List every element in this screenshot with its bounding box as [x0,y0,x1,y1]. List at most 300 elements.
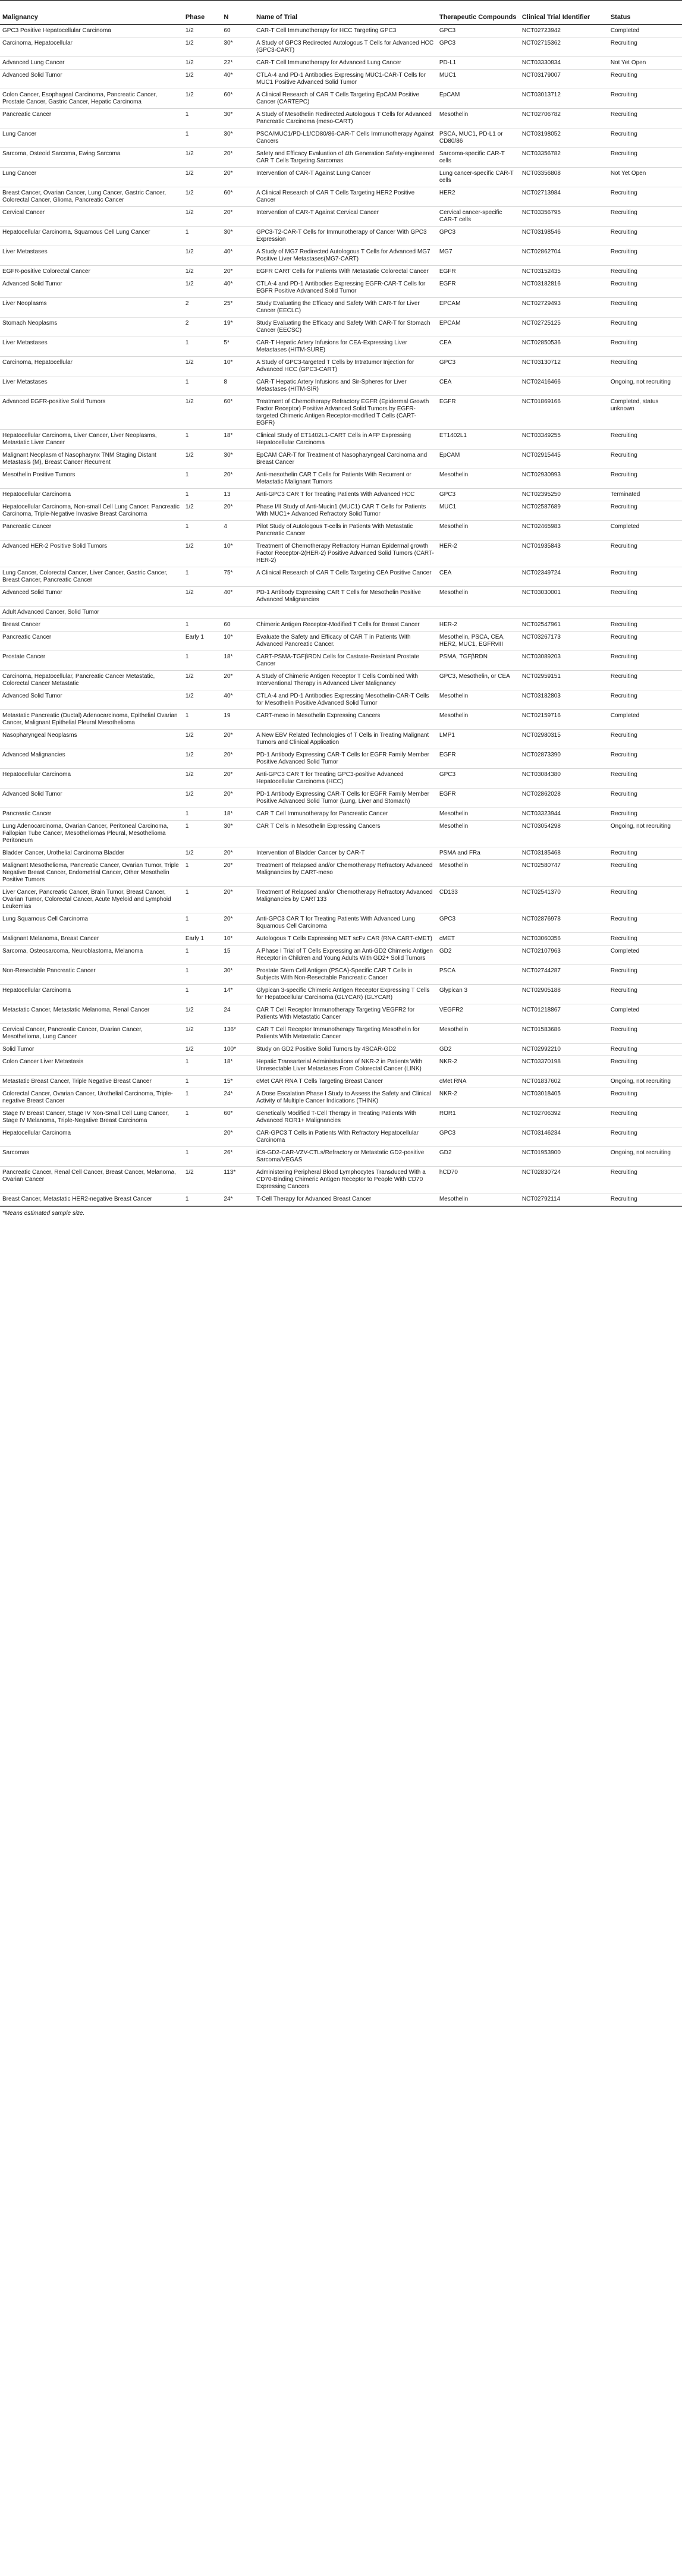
table-row [0,887,682,913]
malignancy-cell: Cervical Cancer [0,207,183,227]
identifier-cell: NCT01837602 [520,1076,608,1088]
identifier-cell: NCT02862704 [520,246,608,266]
trial-name-cell: Phase I/II Study of Anti-Mucin1 (MUC1) CAR T Cells for Patients With MUC1+ Advanced Refractory Solid Tumor [254,501,437,521]
malignancy-cell: Advanced Solid Tumor [0,70,183,89]
identifier-cell: NCT01869166 [520,396,608,430]
malignancy-cell: Liver Metastases [0,246,183,266]
status-cell: Completed [608,945,682,965]
table-row [0,70,682,89]
malignancy-cell: Hepatocellular Carcinoma, Liver Cancer, Liver Neoplasms, Metastatic Liver Cancer [0,430,183,450]
identifier-cell: NCT02587689 [520,501,608,521]
malignancy-cell: Non-Resectable Pancreatic Cancer [0,965,183,985]
phase-cell: 1/2 [183,671,222,690]
malignancy-cell: GPC3 Positive Hepatocellular Carcinoma [0,25,183,37]
compounds-cell: Mesothelin [437,860,520,887]
table-row [0,945,682,965]
phase-cell: 1/2 [183,207,222,227]
compounds-cell: EpCAM [437,450,520,469]
phase-cell: 1/2 [183,57,222,70]
phase-cell: 1/2 [183,1024,222,1044]
n-cell: 20* [221,168,254,187]
phase-cell: 1/2 [183,1044,222,1056]
status-cell: Completed, status unknown [608,396,682,430]
phase-cell: 1/2 [183,788,222,808]
phase-cell: 1 [183,1193,222,1206]
phase-cell: 1/2 [183,587,222,607]
compounds-cell: cMet RNA [437,1076,520,1088]
clinical-trials-table [0,0,682,1206]
trial-name-cell: cMet CAR RNA T Cells Targeting Breast Cancer [254,1076,437,1088]
phase-cell: 1 [183,651,222,671]
compounds-cell: MUC1 [437,70,520,89]
table-row [0,1088,682,1108]
compounds-cell: Mesothelin [437,710,520,730]
table-row [0,1193,682,1206]
compounds-cell: CEA [437,337,520,357]
identifier-cell: NCT02959151 [520,671,608,690]
phase-cell: 1/2 [183,1004,222,1024]
table-row [0,1147,682,1167]
phase-cell: 1/2 [183,70,222,89]
identifier-cell: NCT03030001 [520,587,608,607]
compounds-cell: EpCAM [437,89,520,109]
n-cell: 75* [221,567,254,587]
malignancy-cell: Liver Cancer, Pancreatic Cancer, Brain Tumor, Breast Cancer, Ovarian Tumor, Colorectal Cancer, Acute Myeloid and Lymphoid Leukemias [0,887,183,913]
n-cell: 5* [221,337,254,357]
trial-name-cell: Intervention of CAR-T Against Lung Cancer [254,168,437,187]
table-row [0,1076,682,1088]
status-cell: Recruiting [608,207,682,227]
n-cell: 60 [221,25,254,37]
table-row [0,128,682,148]
trial-name-cell: Evaluate the Safety and Efficacy of CAR T in Patients With Advanced Pancreatic Cancer. [254,632,437,651]
phase-cell: 1 [183,337,222,357]
table-row [0,89,682,109]
status-cell: Recruiting [608,808,682,821]
n-cell: 60* [221,89,254,109]
trial-name-cell: CAR T Cell Immunotherapy for Pancreatic Cancer [254,808,437,821]
status-cell: Recruiting [608,913,682,933]
trial-name-cell: CAR-T Cell Immunotherapy for HCC Targeting GPC3 [254,25,437,37]
table-row [0,469,682,489]
compounds-cell: hCD70 [437,1167,520,1193]
table-row [0,298,682,318]
identifier-cell: NCT03130712 [520,357,608,376]
n-cell: 22* [221,57,254,70]
trial-name-cell: Autologous T Cells Expressing MET scFv CAR (RNA CART-cMET) [254,933,437,945]
phase-cell: 1 [183,109,222,128]
malignancy-cell: Lung Squamous Cell Carcinoma [0,913,183,933]
compounds-cell: EGFR [437,788,520,808]
trial-name-cell: CTLA-4 and PD-1 Antibodies Expressing Mesothelin-CAR-T Cells for Mesothelin Positive Advanced Solid Tumor [254,690,437,710]
malignancy-cell: Liver Metastases [0,337,183,357]
identifier-cell: NCT03349255 [520,430,608,450]
phase-cell: 1/2 [183,266,222,278]
trial-name-cell: A New EBV Related Technologies of T Cells in Treating Malignant Tumors and Clinical Application [254,730,437,749]
phase-cell: 1 [183,821,222,847]
trial-name-cell: Anti-GPC3 CAR T for Treating Patients With Advanced HCC [254,489,437,501]
n-cell: 113* [221,1167,254,1193]
n-cell: 30* [221,37,254,57]
n-cell: 60* [221,1108,254,1127]
identifier-cell: NCT03018405 [520,1088,608,1108]
trial-name-cell: A Phase I Trial of T Cells Expressing an Anti-GD2 Chimeric Antigen Receptor in Children and Young Adults With GD2+ Solid Tumors [254,945,437,965]
malignancy-cell: Sarcoma, Osteosarcoma, Neuroblastoma, Melanoma [0,945,183,965]
status-cell: Completed [608,521,682,541]
malignancy-cell: Malignant Neoplasm of Nasopharynx TNM Staging Distant Metastasis (M), Breast Cancer Recurrent [0,450,183,469]
table-row [0,266,682,278]
identifier-cell: NCT02715362 [520,37,608,57]
malignancy-cell: Advanced Solid Tumor [0,788,183,808]
n-cell: 20* [221,788,254,808]
compounds-cell: NKR-2 [437,1056,520,1076]
identifier-cell: NCT02980315 [520,730,608,749]
compounds-cell: Mesothelin [437,109,520,128]
phase-cell: 1 [183,1088,222,1108]
phase-cell: 1/2 [183,396,222,430]
status-cell: Recruiting [608,70,682,89]
trial-name-cell: Study on GD2 Positive Solid Tumors by 4SCAR-GD2 [254,1044,437,1056]
phase-cell: 1 [183,985,222,1004]
status-cell: Recruiting [608,632,682,651]
status-cell: Ongoing, not recruiting [608,376,682,396]
identifier-cell: NCT02416466 [520,376,608,396]
identifier-cell: NCT02792114 [520,1193,608,1206]
status-cell: Recruiting [608,541,682,567]
compounds-cell: PSCA [437,965,520,985]
malignancy-cell: Liver Neoplasms [0,298,183,318]
phase-cell: 1/2 [183,501,222,521]
phase-cell: 1/2 [183,847,222,860]
compounds-cell: Mesothelin [437,1193,520,1206]
identifier-cell: NCT02107963 [520,945,608,965]
phase-cell: 2 [183,318,222,337]
table-row [0,501,682,521]
malignancy-cell: Stage IV Breast Cancer, Stage IV Non-Small Cell Lung Cancer, Stage IV Melanoma, Triple-Negative Breast Carcinoma [0,1108,183,1127]
identifier-cell: NCT02580747 [520,860,608,887]
trial-name-cell: Anti-GPC3 CAR T for Treating Patients With Advanced Lung Squamous Cell Carcinoma [254,913,437,933]
phase-cell: 1 [183,965,222,985]
phase-cell: 1/2 [183,357,222,376]
status-cell: Recruiting [608,1088,682,1108]
n-cell: 40* [221,690,254,710]
identifier-cell: NCT03146234 [520,1127,608,1147]
trial-name-cell: Safety and Efficacy Evaluation of 4th Generation Safety-engineered CAR T Cells Targeting Sarcomas [254,148,437,168]
table-row [0,187,682,207]
compounds-cell: PSCA, MUC1, PD-L1 or CD80/86 [437,128,520,148]
identifier-cell: NCT03198546 [520,227,608,246]
malignancy-cell: Pancreatic Cancer, Renal Cell Cancer, Breast Cancer, Melanoma, Ovarian Cancer [0,1167,183,1193]
compounds-cell: EPCAM [437,318,520,337]
trial-name-cell: CAR-T Hepatic Artery Infusions and Sir-Spheres for Liver Metastases (HITM-SIR) [254,376,437,396]
compounds-cell: CEA [437,567,520,587]
compounds-cell: Mesothelin [437,690,520,710]
n-cell: 20* [221,148,254,168]
n-cell: 24 [221,1004,254,1024]
status-cell: Ongoing, not recruiting [608,1076,682,1088]
malignancy-cell: Sarcomas [0,1147,183,1167]
table-row [0,985,682,1004]
table-row [0,37,682,57]
status-cell: Recruiting [608,430,682,450]
malignancy-cell: Colorectal Cancer, Ovarian Cancer, Urothelial Carcinoma, Triple-negative Breast Cancer [0,1088,183,1108]
phase-cell: 1/2 [183,769,222,788]
phase-cell: 1 [183,430,222,450]
compounds-cell: GD2 [437,945,520,965]
table-row [0,710,682,730]
phase-cell: 1 [183,913,222,933]
malignancy-cell: Breast Cancer, Metastatic HER2-negative Breast Cancer [0,1193,183,1206]
table-row [0,965,682,985]
n-cell: 15* [221,1076,254,1088]
malignancy-cell: EGFR-positive Colorectal Cancer [0,266,183,278]
identifier-cell: NCT01953900 [520,1147,608,1167]
trial-name-cell: Genetically Modified T-Cell Therapy in Treating Patients With Advanced ROR1+ Malignancies [254,1108,437,1127]
compounds-cell: Mesothelin [437,821,520,847]
n-cell: 100* [221,1044,254,1056]
status-cell: Terminated [608,489,682,501]
phase-cell: 1/2 [183,690,222,710]
malignancy-cell: Solid Tumor [0,1044,183,1056]
malignancy-cell: Colon Cancer, Esophageal Carcinoma, Pancreatic Cancer, Prostate Cancer, Gastric Cancer, Hepatic Carcinoma [0,89,183,109]
status-cell: Recruiting [608,788,682,808]
table-row [0,607,682,619]
table-row [0,1108,682,1127]
malignancy-cell: Hepatocellular Carcinoma, Non-small Cell Lung Cancer, Pancreatic Carcinoma, Triple-Negative Invasive Breast Carcinoma [0,501,183,521]
n-cell: 20* [221,207,254,227]
trial-name-cell: EpCAM CAR-T for Treatment of Nasopharyngeal Carcinoma and Breast Cancer [254,450,437,469]
status-cell [608,607,682,619]
trial-name-cell: Prostate Stem Cell Antigen (PSCA)-Specific CAR T Cells in Subjects With Non-Resectable Pancreatic Cancer [254,965,437,985]
n-cell: 20* [221,749,254,769]
n-cell: 30* [221,227,254,246]
status-cell: Recruiting [608,1193,682,1206]
compounds-cell [437,607,520,619]
identifier-cell: NCT02706392 [520,1108,608,1127]
status-cell: Ongoing, not recruiting [608,821,682,847]
footnote: *Means estimated sample size. [0,1206,682,1220]
status-cell: Recruiting [608,933,682,945]
compounds-cell: CD133 [437,887,520,913]
identifier-cell: NCT03330834 [520,57,608,70]
n-cell: 30* [221,821,254,847]
identifier-cell: NCT03179007 [520,70,608,89]
compounds-cell: GPC3 [437,913,520,933]
identifier-cell: NCT03060356 [520,933,608,945]
identifier-cell: NCT03054298 [520,821,608,847]
trial-name-cell: Treatment of Relapsed and/or Chemotherapy Refractory Advanced Malignancies by CART-meso [254,860,437,887]
malignancy-cell: Breast Cancer [0,619,183,632]
table-row [0,541,682,567]
status-cell: Recruiting [608,587,682,607]
identifier-cell: NCT02159716 [520,710,608,730]
trial-name-cell: Glypican 3-specific Chimeric Antigen Receptor Expressing T Cells for Hepatocellular Carcinoma (GLYCAR) (GLYCAR) [254,985,437,1004]
identifier-cell: NCT03185468 [520,847,608,860]
identifier-cell: NCT02930993 [520,469,608,489]
table-row [0,1024,682,1044]
compounds-cell: ROR1 [437,1108,520,1127]
n-cell: 20* [221,266,254,278]
table-header [0,1,682,25]
n-cell: 13 [221,489,254,501]
trial-name-cell: Treatment of Relapsed and/or Chemotherapy Refractory Advanced Malignancies by CART133 [254,887,437,913]
identifier-cell: NCT02992210 [520,1044,608,1056]
trial-name-cell: Intervention of CAR-T Against Cervical Cancer [254,207,437,227]
compounds-cell: HER2 [437,187,520,207]
compounds-cell: GPC3 [437,769,520,788]
phase-cell [183,1127,222,1147]
status-cell: Recruiting [608,450,682,469]
status-cell: Recruiting [608,318,682,337]
n-cell: 18* [221,430,254,450]
table-row [0,1044,682,1056]
compounds-cell: Mesothelin [437,808,520,821]
malignancy-cell: Advanced Lung Cancer [0,57,183,70]
status-cell: Recruiting [608,1108,682,1127]
table-row [0,430,682,450]
phase-cell: 1 [183,1147,222,1167]
trial-name-cell: CTLA-4 and PD-1 Antibodies Expressing EGFR-CAR-T Cells for EGFR Positive Advanced Solid Tumor [254,278,437,298]
identifier-cell: NCT02915445 [520,450,608,469]
n-cell: 20* [221,730,254,749]
status-cell: Completed [608,25,682,37]
phase-cell: 1/2 [183,749,222,769]
trial-name-cell: Anti-mesothelin CAR T Cells for Patients With Recurrent or Metastatic Malignant Tumors [254,469,437,489]
n-cell: 10* [221,357,254,376]
malignancy-cell: Advanced HER-2 Positive Solid Tumors [0,541,183,567]
trial-name-cell: PD-1 Antibody Expressing CAR T Cells for Mesothelin Positive Advanced Malignancies [254,587,437,607]
identifier-cell [520,607,608,619]
trial-name-cell: PD-1 Antibody Expressing CAR-T Cells for EGFR Family Member Positive Advanced Solid Tumor [254,749,437,769]
trial-name-cell: A Study of MG7 Redirected Autologous T Cells for Advanced MG7 Positive Liver Metastases(MG7-CART) [254,246,437,266]
compounds-cell: Mesothelin [437,469,520,489]
table-row [0,278,682,298]
compounds-cell: LMP1 [437,730,520,749]
trial-name-cell: A Clinical Research of CAR T Cells Targeting EpCAM Positive Cancer (CARTEPC) [254,89,437,109]
malignancy-cell: Pancreatic Cancer [0,521,183,541]
status-cell: Recruiting [608,690,682,710]
n-cell: 15 [221,945,254,965]
status-cell: Recruiting [608,749,682,769]
trial-name-cell: EGFR CART Cells for Patients With Metastatic Colorectal Cancer [254,266,437,278]
table-row [0,860,682,887]
status-cell: Recruiting [608,965,682,985]
n-cell: 40* [221,246,254,266]
malignancy-cell: Metastatic Pancreatic (Ductal) Adenocarcinoma, Epithelial Ovarian Cancer, Malignant Epithelial Pleural Mesothelioma [0,710,183,730]
status-cell: Recruiting [608,619,682,632]
malignancy-cell: Carcinoma, Hepatocellular, Pancreatic Cancer Metastatic, Colorectal Cancer Metastatic [0,671,183,690]
compounds-cell: Lung cancer-specific CAR-T cells [437,168,520,187]
status-cell: Completed [608,1004,682,1024]
identifier-cell: NCT03013712 [520,89,608,109]
malignancy-cell: Advanced Solid Tumor [0,587,183,607]
n-cell: 30* [221,109,254,128]
compounds-cell: EGFR [437,266,520,278]
n-cell: 18* [221,651,254,671]
phase-cell: 1 [183,1056,222,1076]
phase-cell: 1/2 [183,450,222,469]
compounds-cell: Glypican 3 [437,985,520,1004]
status-cell: Recruiting [608,1024,682,1044]
n-cell: 60* [221,187,254,207]
n-cell: 26* [221,1147,254,1167]
malignancy-cell: Advanced EGFR-positive Solid Tumors [0,396,183,430]
table-row [0,913,682,933]
n-cell: 24* [221,1088,254,1108]
compounds-cell: VEGFR2 [437,1004,520,1024]
header-status: Status [608,1,682,25]
n-cell: 20* [221,887,254,913]
compounds-cell: Mesothelin [437,587,520,607]
identifier-cell: NCT03182803 [520,690,608,710]
identifier-cell: NCT01935843 [520,541,608,567]
status-cell: Recruiting [608,847,682,860]
identifier-cell: NCT01218867 [520,1004,608,1024]
status-cell: Recruiting [608,37,682,57]
n-cell: 40* [221,587,254,607]
table-row [0,318,682,337]
malignancy-cell: Advanced Solid Tumor [0,690,183,710]
header-trial-name: Name of Trial [254,1,437,25]
identifier-cell: NCT02876978 [520,913,608,933]
n-cell: 20* [221,469,254,489]
trial-name-cell: Pilot Study of Autologous T-cells in Patients With Metastatic Pancreatic Cancer [254,521,437,541]
trial-name-cell: PD-1 Antibody Expressing CAR-T Cells for EGFR Family Member Positive Advanced Solid Tumor (Lung, Liver and Stomach) [254,788,437,808]
identifier-cell: NCT03267173 [520,632,608,651]
status-cell: Recruiting [608,109,682,128]
n-cell: 30* [221,128,254,148]
table-row [0,632,682,651]
phase-cell: 1 [183,1076,222,1088]
status-cell: Recruiting [608,278,682,298]
identifier-cell: NCT03370198 [520,1056,608,1076]
status-cell: Recruiting [608,985,682,1004]
malignancy-cell: Prostate Cancer [0,651,183,671]
n-cell: 20* [221,671,254,690]
table-row [0,730,682,749]
status-cell: Recruiting [608,337,682,357]
phase-cell: 1 [183,945,222,965]
identifier-cell: NCT02729493 [520,298,608,318]
status-cell: Recruiting [608,730,682,749]
n-cell: 10* [221,933,254,945]
phase-cell: 1/2 [183,730,222,749]
malignancy-cell: Malignant Melanoma, Breast Cancer [0,933,183,945]
compounds-cell: GD2 [437,1147,520,1167]
phase-cell: 1 [183,521,222,541]
phase-cell: Early 1 [183,933,222,945]
status-cell: Recruiting [608,298,682,318]
compounds-cell: EGFR [437,749,520,769]
trial-name-cell: Hepatic Transarterial Administrations of NKR-2 in Patients With Unresectable Liver Metastases From Colorectal Cancer (LINK) [254,1056,437,1076]
identifier-cell: NCT02541370 [520,887,608,913]
status-cell: Recruiting [608,148,682,168]
identifier-cell: NCT01583686 [520,1024,608,1044]
compounds-cell: Sarcoma-specific CAR-T cells [437,148,520,168]
identifier-cell: NCT03198052 [520,128,608,148]
malignancy-cell: Nasopharyngeal Neoplasms [0,730,183,749]
malignancy-cell: Lung Adenocarcinoma, Ovarian Cancer, Peritoneal Carcinoma, Fallopian Tube Cancer, Mesotheliomas Pleural, Mesothelioma Peritoneum [0,821,183,847]
malignancy-cell: Sarcoma, Osteoid Sarcoma, Ewing Sarcoma [0,148,183,168]
compounds-cell: GPC3, Mesothelin, or CEA [437,671,520,690]
identifier-cell: NCT02349724 [520,567,608,587]
phase-cell: 1/2 [183,25,222,37]
status-cell: Recruiting [608,887,682,913]
trial-name-cell: Chimeric Antigen Receptor-Modified T Cells for Breast Cancer [254,619,437,632]
malignancy-cell: Hepatocellular Carcinoma [0,489,183,501]
malignancy-cell: Metastatic Cancer, Metastatic Melanoma, Renal Cancer [0,1004,183,1024]
compounds-cell: GPC3 [437,25,520,37]
